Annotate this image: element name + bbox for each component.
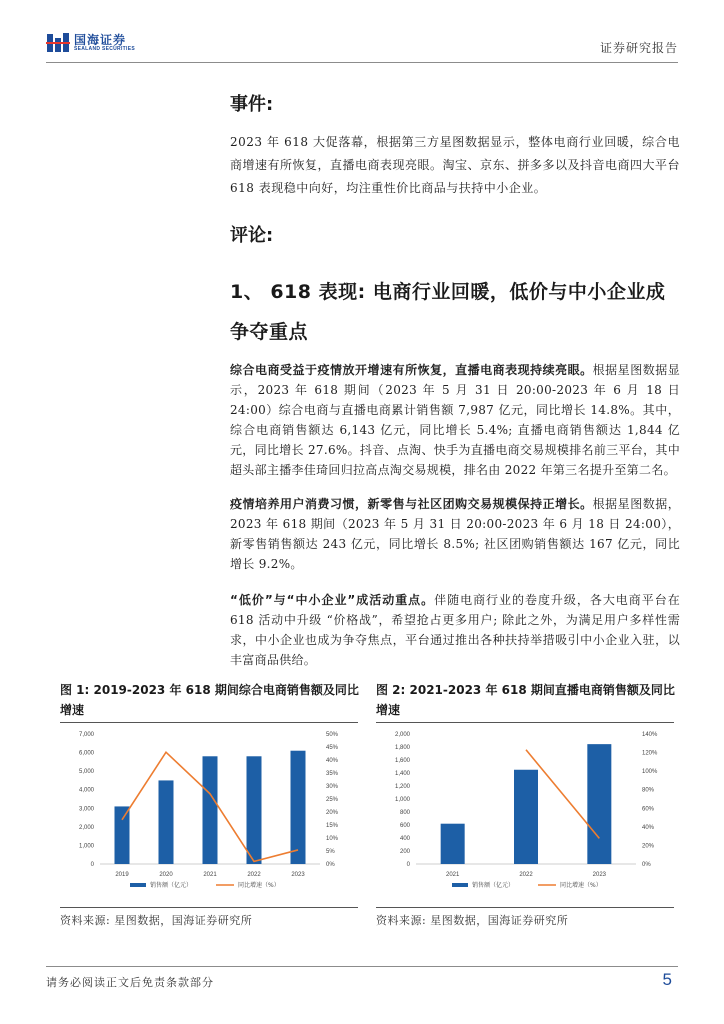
event-paragraph: 2023 年 618 大促落幕，根据第三方星图数据显示，整体电商行业回暖，综合电商增速有所恢复，直播电商表现亮眼。淘宝、京东、拼多多以及抖音电商四大平台 618 表现稳中向好，均注重性价比商品与扶持中小企业。 <box>230 135 681 195</box>
footer-divider <box>46 966 678 967</box>
legend-line-label: 同比增速（%） <box>560 882 602 889</box>
y-left-tick-label: 600 <box>399 823 410 829</box>
company-logo <box>46 30 156 56</box>
bar-2023 <box>291 751 306 864</box>
section-heading: 1、 618 表现: 电商行业回暖，低价与中小企业成争夺重点 <box>230 281 666 343</box>
y-left-tick-label: 1,800 <box>394 745 410 751</box>
figure-2-chart <box>374 724 674 904</box>
y-left-tick-label: 4,000 <box>78 787 94 794</box>
figure-1-chart <box>58 724 358 904</box>
report-type-label: 证券研究报告 <box>599 41 678 55</box>
y-left-tick-label: 0 <box>406 862 410 868</box>
paragraph-body: 伴随电商行业的卷度升级，各大电商平台在 618 活动中升级 “价格战”，希望抢占更多用户; 除此之外，为满足用户多样性需求，中小企业也成为争夺焦点，平台通过推出各种扶持举措吸引中小企业入驻，以丰富商品供给。 <box>230 593 681 667</box>
y-right-tick-label: 50% <box>326 732 339 738</box>
x-tick-label: 2023 <box>291 872 305 878</box>
y-right-tick-label: 35% <box>326 771 339 777</box>
logo-chinese-name: 国海证券 <box>74 33 127 47</box>
y-left-tick-label: 1,600 <box>394 758 410 764</box>
y-right-tick-label: 20% <box>326 810 339 816</box>
x-tick-label: 2019 <box>115 872 129 878</box>
legend-bar-label: 销售额（亿元） <box>150 882 193 889</box>
y-right-tick-label: 80% <box>642 787 655 794</box>
legend-line-label: 同比增速（%） <box>238 882 280 889</box>
y-right-tick-label: 100% <box>642 769 658 776</box>
x-tick-label: 2021 <box>203 872 217 878</box>
page-number: 5 <box>662 970 672 989</box>
figure-1-source: 资料来源: 星图数据，国海证券研究所 <box>60 914 253 927</box>
y-left-tick-label: 6,000 <box>78 750 94 757</box>
y-right-tick-label: 120% <box>642 750 658 757</box>
footer-disclaimer: 请务必阅读正文后免责条款部分 <box>46 976 214 989</box>
y-left-tick-label: 2,000 <box>394 732 410 738</box>
bar-2022 <box>514 770 538 864</box>
bar-2019 <box>115 806 130 864</box>
y-left-tick-label: 1,400 <box>394 771 410 777</box>
header-divider <box>46 62 678 63</box>
y-left-tick-label: 1,000 <box>78 843 94 850</box>
paragraph-body: 根据星图数据，2023 年 618 期间（2023 年 5 月 31 日 20:00-2023 年 6 月 18 日 24:00），新零售销售额达 243 亿元，同比增长 8.5%; 社区团购销售额达 167 亿元，同比增长 9.2%。 <box>230 497 681 571</box>
y-right-tick-label: 40% <box>326 758 339 764</box>
bar-2021 <box>203 756 218 864</box>
y-left-tick-label: 3,000 <box>78 806 94 813</box>
figure-1-bottom-rule <box>60 907 358 908</box>
y-left-tick-label: 7,000 <box>78 732 94 738</box>
paragraph-comprehensive-ecommerce <box>230 360 680 480</box>
event-heading: 事件: <box>230 94 274 115</box>
paragraph-body: 根据星图数据显示，2023 年 618 期间（2023 年 5 月 31 日 20:00-2023 年 6 月 18 日 24:00）综合电商与直播电商累计销售额 7,987 亿元，同比增长 14.8%。其中，综合电商销售额达 6,143 亿元，同比增长 5.4%; 直播电商销售额达 1,844 亿元，同比增长 27.6%。抖音、点淘、快手为直播电商交易规模排名前三平台，其中超头部主播李佳琦回归拉高点淘交易规模，排名由 2022 年第三名提升至第二名。 <box>230 363 681 477</box>
y-left-tick-label: 0 <box>90 862 94 868</box>
legend-bar-label: 销售额（亿元） <box>472 882 515 889</box>
y-left-tick-label: 400 <box>399 836 410 842</box>
y-left-tick-label: 800 <box>399 810 410 816</box>
bar-2022 <box>247 756 262 864</box>
y-right-tick-label: 140% <box>642 732 658 738</box>
y-right-tick-label: 15% <box>326 823 339 829</box>
x-tick-label: 2023 <box>592 872 607 878</box>
y-left-tick-label: 1,200 <box>394 784 410 790</box>
y-left-tick-label: 2,000 <box>78 824 94 831</box>
x-tick-label: 2022 <box>247 872 261 878</box>
x-tick-label: 2022 <box>519 872 533 878</box>
x-tick-label: 2021 <box>445 872 460 878</box>
page-header <box>46 30 678 60</box>
logo-mark-icon <box>46 32 70 54</box>
legend-bar-swatch <box>452 883 468 887</box>
y-left-tick-label: 5,000 <box>78 769 94 776</box>
y-right-tick-label: 45% <box>326 745 339 751</box>
figure-1-title: 图 1: 2019-2023 年 618 期间综合电商销售额及同比增速 <box>60 683 359 717</box>
paragraph-new-retail <box>230 494 680 574</box>
y-left-tick-label: 1,000 <box>394 797 410 803</box>
x-tick-label: 2020 <box>159 872 173 878</box>
legend-bar-swatch <box>130 883 146 887</box>
bar-2020 <box>159 780 174 864</box>
paragraph-lead: 综合电商受益于疫情放开增速有所恢复，直播电商表现持续亮眼。 <box>230 363 593 377</box>
y-right-tick-label: 0% <box>326 862 335 868</box>
paragraph-low-price-sme <box>230 590 680 670</box>
paragraph-lead: “低价”与“中小企业”成活动重点。 <box>230 593 435 607</box>
figure-1-top-rule <box>60 722 358 723</box>
y-left-tick-label: 200 <box>399 849 410 855</box>
y-right-tick-label: 20% <box>642 843 655 850</box>
paragraph-lead: 疫情培养用户消费习惯，新零售与社区团购交易规模保持正增长。 <box>230 497 593 511</box>
y-right-tick-label: 60% <box>642 806 655 813</box>
y-right-tick-label: 5% <box>326 849 335 855</box>
bar-2021 <box>441 824 465 864</box>
figure-2-source: 资料来源: 星图数据，国海证券研究所 <box>376 914 569 927</box>
y-right-tick-label: 30% <box>326 784 339 790</box>
bar-2023 <box>587 744 611 864</box>
y-right-tick-label: 40% <box>642 824 655 831</box>
y-right-tick-label: 0% <box>642 862 651 868</box>
y-right-tick-label: 10% <box>326 836 339 842</box>
figure-2-bottom-rule <box>376 907 674 908</box>
comment-heading: 评论: <box>230 225 274 246</box>
figure-2-title: 图 2: 2021-2023 年 618 期间直播电商销售额及同比增速 <box>376 683 675 717</box>
logo-english-name: SEALAND SECURITIES <box>74 46 135 52</box>
figure-2-top-rule <box>376 722 674 723</box>
y-right-tick-label: 25% <box>326 797 339 803</box>
